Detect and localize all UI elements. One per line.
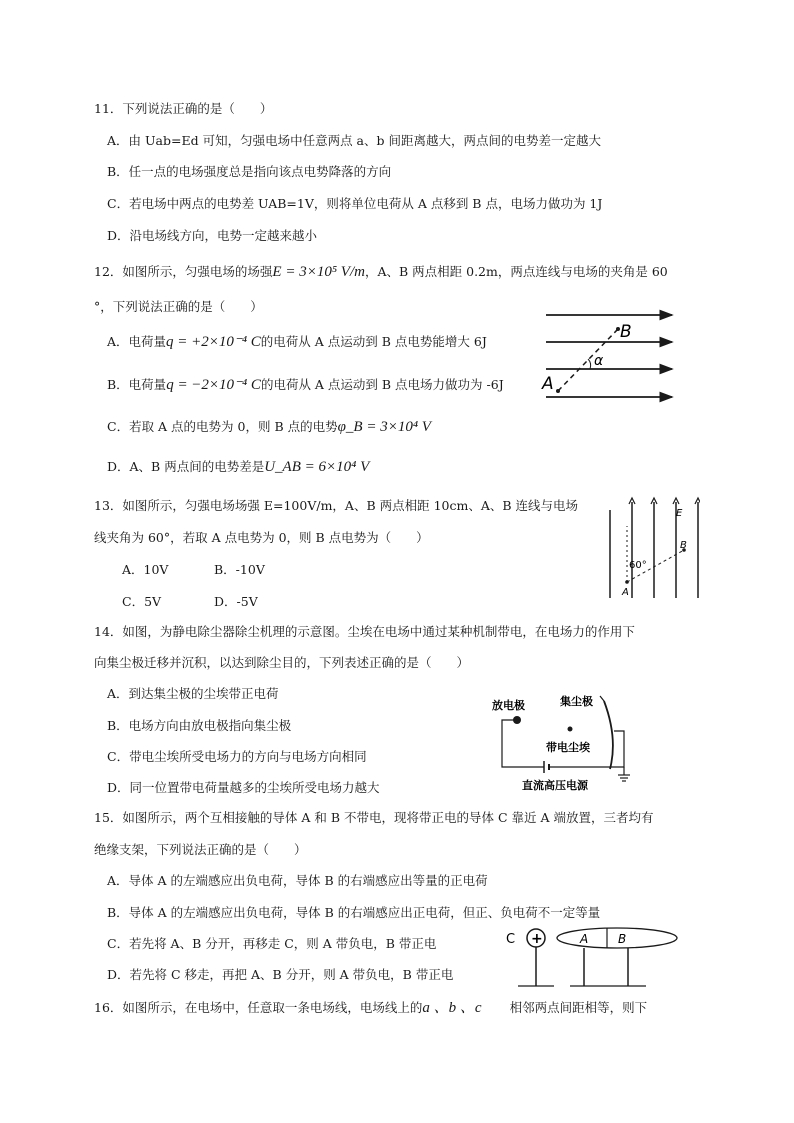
q15-option-c: C．若先将 A、B 分开，再移走 C，则 A 带负电，B 带正电 — [107, 936, 437, 951]
q11-option-c: C．若电场中两点的电势差 UAB=1V，则将单位电荷从 A 点移到 B 点，电场力做功为 1J — [107, 196, 603, 211]
q12-angle-arc — [588, 359, 591, 369]
q12-d-math: U_AB = 6×10⁴ V — [264, 459, 370, 475]
q12-a-math: q = +2×10⁻⁴ C — [166, 334, 261, 350]
q11-option-d: D．沿电场线方向，电势一定越来越小 — [107, 228, 318, 243]
q13-option-a: A．10V — [122, 562, 169, 577]
q15-option-d: D．若先将 C 移走，再把 A、B 分开，则 A 带负电，B 带正电 — [107, 967, 454, 982]
q16-stem-text: 16．如图所示，在电场中，任意取一条电场线，电场线上的 — [94, 1000, 423, 1015]
q12-a-pre: A．电荷量 — [107, 334, 167, 349]
q14-stem: 14．如图，为静电除尘器除尘机理的示意图。尘埃在电场中通过某种机制带电，在电场力的作用下 — [94, 624, 635, 639]
q12-stem — [94, 264, 668, 280]
q13-stem-line2: 线夹角为 60°，若取 A 点电势为 0，则 B 点电势为（ ） — [94, 530, 429, 545]
q12-b-math: q = −2×10⁻⁴ C — [166, 377, 261, 393]
q14-label-dust: 带电尘埃 — [546, 741, 590, 754]
q13-option-d: D．-5V — [214, 594, 258, 609]
q11-option-b: B．任一点的电场强度总是指向该点电势降落的方向 — [107, 164, 392, 179]
q11-stem: 11．下列说法正确的是（ ） — [94, 101, 273, 116]
q12-stem-text: 12．如图所示，匀强电场的场强 — [94, 264, 273, 279]
q14-label-discharge: 放电极 — [492, 699, 525, 712]
q15-label-a: A — [580, 932, 589, 946]
q14-precipitator-diagram — [484, 683, 634, 795]
q14-option-b: B．电场方向由放电极指向集尘极 — [107, 718, 292, 733]
q14-dust-particle — [568, 727, 573, 732]
q13-stem: 13．如图所示，匀强电场场强 E=100V/m，A、B 两点相距 10cm、A、B 连线与电场 — [94, 498, 579, 513]
q12-stem-text-2: ，A、B 两点相距 0.2m，两点连线与电场的夹角是 60 — [364, 264, 668, 279]
q15-label-plus: + — [531, 931, 543, 947]
q14-option-c: C．带电尘埃所受电场力的方向与电场方向相同 — [107, 749, 367, 764]
q12-b-pre: B．电荷量 — [107, 377, 167, 392]
q16-vars: a 、b 、c — [422, 1000, 482, 1016]
q13-label-a: A — [622, 587, 629, 598]
q12-label-b: B — [620, 322, 632, 342]
q13-label-angle: 60° — [629, 560, 647, 571]
q12-stem-line2: °，下列说法正确的是（ ） — [94, 299, 263, 314]
q12-label-a: A — [542, 374, 554, 394]
q14-collector-electrode — [604, 701, 613, 769]
q12-option-b — [107, 377, 504, 393]
q15-conductors-diagram — [500, 924, 680, 992]
q13-option-b: B．-10V — [214, 562, 265, 577]
q12-field-strength: E = 3×10⁵ V/m — [272, 264, 365, 280]
q16-stem — [94, 1000, 647, 1016]
q12-c-math: φ_B = 3×10⁴ V — [337, 419, 431, 435]
q15-label-b: B — [618, 932, 627, 946]
q15-label-c: C — [506, 932, 516, 947]
q12-a-post: 的电荷从 A 点运动到 B 点电势能增大 6J — [260, 334, 487, 349]
q15-stem-line2: 绝缘支架，下列说法正确的是（ ） — [94, 842, 307, 857]
q14-option-d: D．同一位置带电荷量越多的尘埃所受电场力越大 — [107, 780, 380, 795]
q13-field-diagram — [596, 496, 700, 600]
q12-d-pre: D．A、B 两点间的电势差是 — [107, 459, 265, 474]
q12-option-c — [107, 419, 431, 435]
q12-label-alpha: α — [594, 353, 604, 369]
q13-label-e: E — [676, 508, 683, 519]
q13-point-a — [625, 580, 629, 584]
q16-stem-text-2: 相邻两点间距相等，则下 — [509, 1000, 648, 1015]
q15-stem: 15．如图所示，两个互相接触的导体 A 和 B 不带电，现将带正电的导体 C 靠近 A 端放置，三者均有 — [94, 810, 654, 825]
q12-option-d — [107, 459, 369, 475]
q12-b-post: 的电荷从 A 点运动到 B 点电场力做功为 -6J — [260, 377, 504, 392]
q12-option-a — [107, 334, 487, 350]
q15-option-b: B．导体 A 的左端感应出负电荷，导体 B 的右端感应出正电荷，但正、负电荷不一定等量 — [107, 905, 601, 920]
q12-point-a — [556, 389, 560, 393]
q14-stem-line2: 向集尘极迁移并沉积，以达到除尘目的，下列表述正确的是（ ） — [94, 655, 470, 670]
q14-label-power: 直流高压电源 — [522, 779, 588, 792]
q12-field-diagram — [540, 305, 680, 405]
q14-wire-left — [502, 720, 544, 767]
q12-c-pre: C．若取 A 点的电势为 0，则 B 点的电势 — [107, 419, 338, 434]
q13-option-c: C．5V — [122, 594, 162, 609]
q14-label-collector: 集尘极 — [560, 695, 593, 708]
q14-collector-pointer — [600, 696, 604, 701]
q12-ab-line — [558, 329, 618, 391]
q15-option-a: A．导体 A 的左端感应出负电荷，导体 B 的右端感应出等量的正电荷 — [107, 873, 488, 888]
q11-option-a: A．由 Uab=Ed 可知，匀强电场中任意两点 a、b 间距离越大，两点间的电势差一定越大 — [107, 133, 601, 148]
q14-option-a: A．到达集尘极的尘埃带正电荷 — [107, 686, 279, 701]
q15-conductor-ab — [557, 928, 677, 948]
q13-label-b: B — [680, 540, 687, 551]
